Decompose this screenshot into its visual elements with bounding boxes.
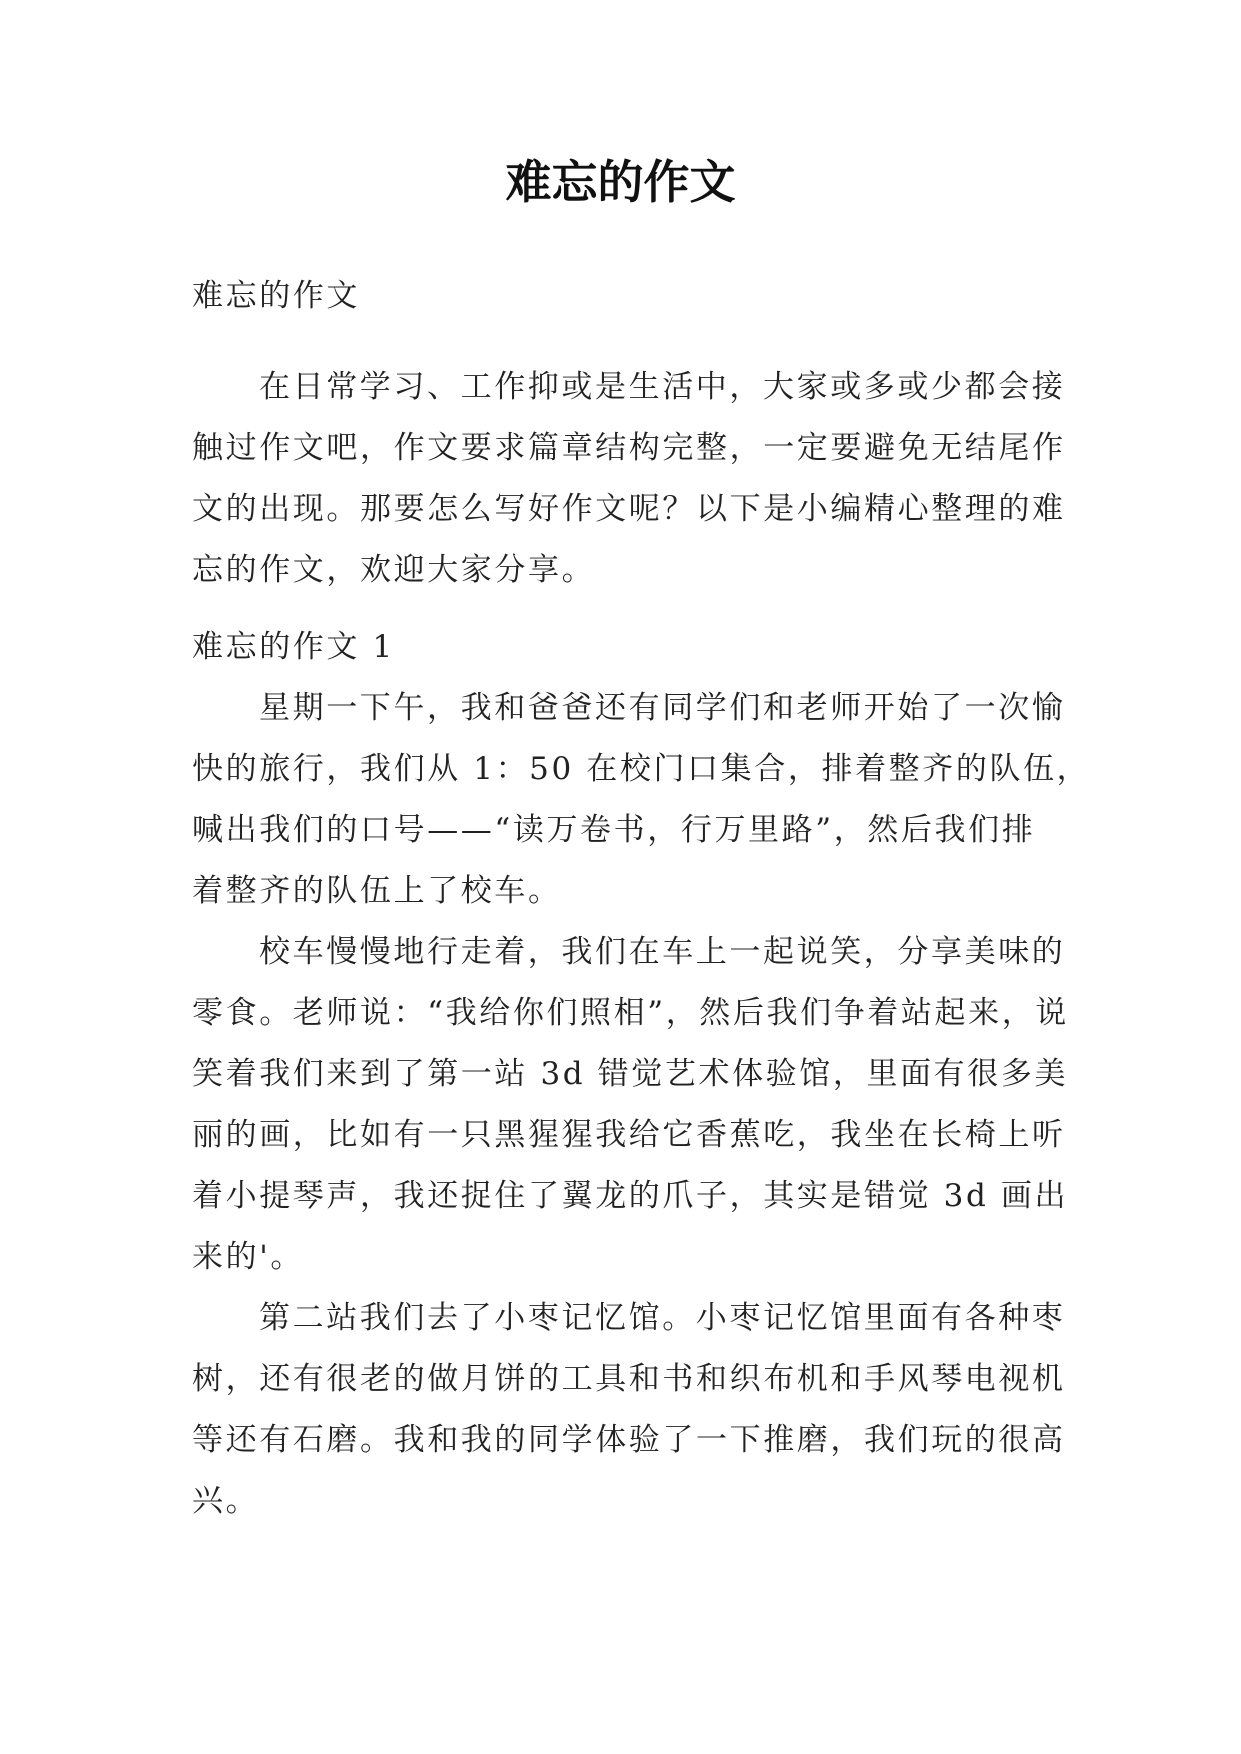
paragraph-line: 来的'。 xyxy=(192,1239,304,1275)
intro-line: 在日常学习、工作抑或是生活中，大家或多或少都会接 xyxy=(259,369,1066,405)
paragraph-line: 着小提琴声，我还捉住了翼龙的爪子，其实是错觉 3d 画出 xyxy=(192,1178,1069,1214)
essay-one xyxy=(192,617,1091,1532)
paragraph-line: 第二站我们去了小枣记忆馆。小枣记忆馆里面有各种枣 xyxy=(259,1300,1066,1336)
paragraph-line: 喊出我们的口号——“读万卷书，行万里路”，然后我们排 xyxy=(192,812,1036,848)
paragraph-line: 快的旅行，我们从 1：50 在校门口集合，排着整齐的队伍， xyxy=(192,751,1091,787)
paragraph-line: 树，还有很老的做月饼的工具和书和织布机和手风琴电视机 xyxy=(192,1361,1066,1397)
paragraph-line: 笑着我们来到了第一站 3d 错觉艺术体验馆，里面有很多美 xyxy=(192,1056,1069,1092)
document-subtitle-block xyxy=(192,266,1062,327)
paragraph-line: 着整齐的队伍上了校车。 xyxy=(192,873,562,909)
intro-line: 触过作文吧，作文要求篇章结构完整，一定要避免无结尾作 xyxy=(192,430,1066,466)
paragraph-line: 兴。 xyxy=(192,1483,260,1519)
document-title: 难忘的作文 xyxy=(505,155,736,209)
paragraph-line: 星期一下午，我和爸爸还有同学们和老师开始了一次愉 xyxy=(259,690,1066,726)
intro-line: 文的出现。那要怎么写好作文呢？以下是小编精心整理的难 xyxy=(192,491,1066,527)
paragraph-line: 等还有石磨。我和我的同学体验了一下推磨，我们玩的很高 xyxy=(192,1422,1066,1458)
paragraph-line: 零食。老师说：“我给你们照相”，然后我们争着站起来，说 xyxy=(192,995,1069,1031)
intro-line: 忘的作文，欢迎大家分享。 xyxy=(192,552,596,588)
intro-paragraph xyxy=(192,357,1066,601)
paragraph-line: 丽的画，比如有一只黑猩猩我给它香蕉吃，我坐在长椅上听 xyxy=(192,1117,1066,1153)
section-heading: 难忘的作文 1 xyxy=(192,629,395,665)
document-subtitle: 难忘的作文 xyxy=(192,278,360,314)
paragraph-line: 校车慢慢地行走着，我们在车上一起说笑，分享美味的 xyxy=(259,934,1066,970)
